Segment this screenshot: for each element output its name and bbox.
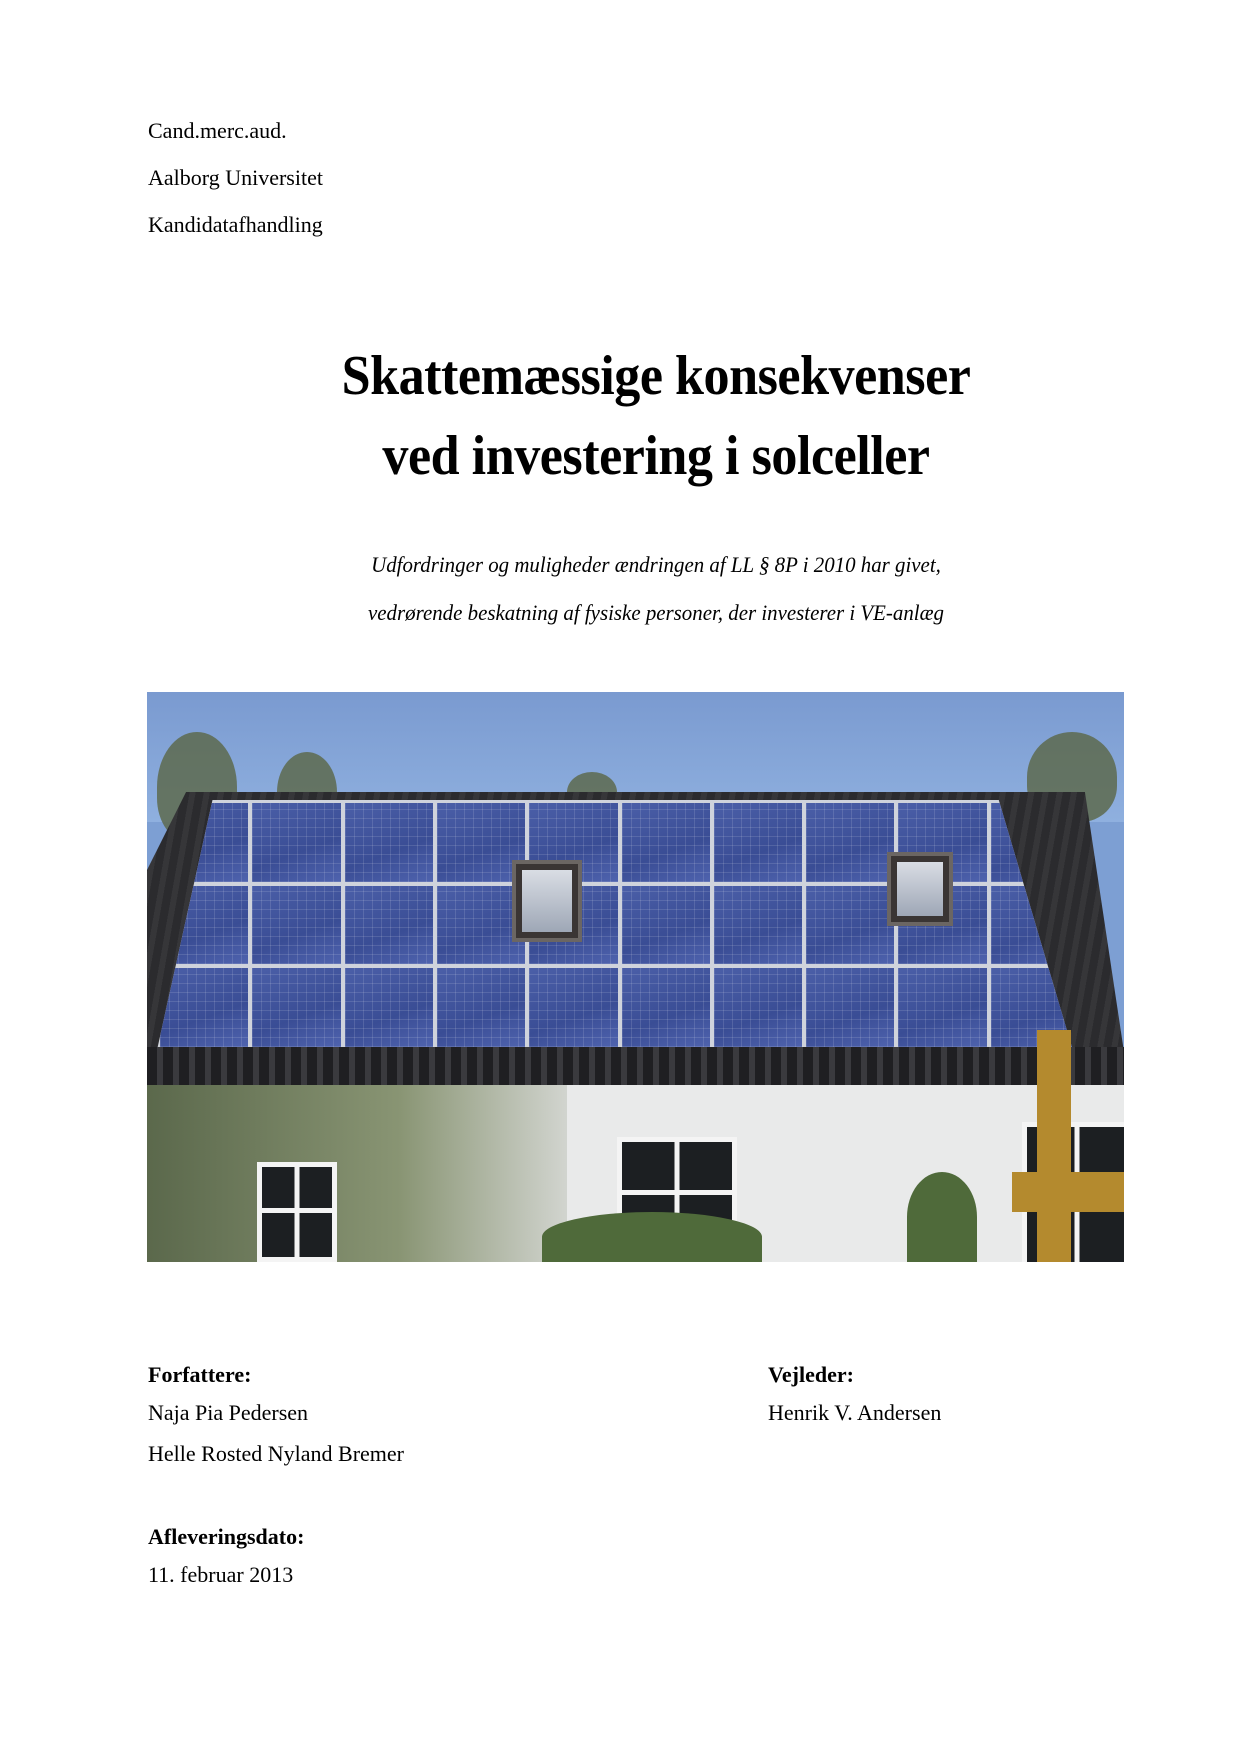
wooden-post [1037, 1030, 1071, 1262]
house-window [257, 1162, 337, 1262]
roof-window [887, 852, 953, 926]
cover-photo [147, 692, 1124, 1262]
submission-date-label: Afleveringsdato: [148, 1524, 305, 1549]
page-title-line-1: Skattemæssige konsekvenser [341, 345, 971, 407]
bush [542, 1212, 762, 1262]
author-name: Naja Pia Pedersen [148, 1400, 309, 1425]
degree-line: Cand.merc.aud. [148, 118, 287, 143]
authors-label: Forfattere: [148, 1362, 252, 1387]
roof-eave [147, 1047, 1124, 1085]
subtitle-line-1: Udfordringer og muligheder ændringen af LL § 8P i 2010 har givet, [371, 552, 941, 577]
supervisor-name: Henrik V. Andersen [768, 1400, 942, 1425]
university-line: Aalborg Universitet [148, 165, 323, 190]
page-title-line-2: ved investering i solceller [382, 425, 930, 487]
document-type-line: Kandidatafhandling [148, 212, 323, 237]
submission-date: 11. februar 2013 [148, 1562, 294, 1587]
supervisor-label: Vejleder: [768, 1362, 854, 1387]
wooden-beam [1012, 1172, 1124, 1212]
author-name: Helle Rosted Nyland Bremer [148, 1441, 404, 1466]
bush [907, 1172, 977, 1262]
conservatory [147, 1085, 567, 1262]
subtitle-line-2: vedrørende beskatning af fysiske personer, der investerer i VE-anlæg [368, 600, 944, 625]
roof-window [512, 860, 582, 942]
